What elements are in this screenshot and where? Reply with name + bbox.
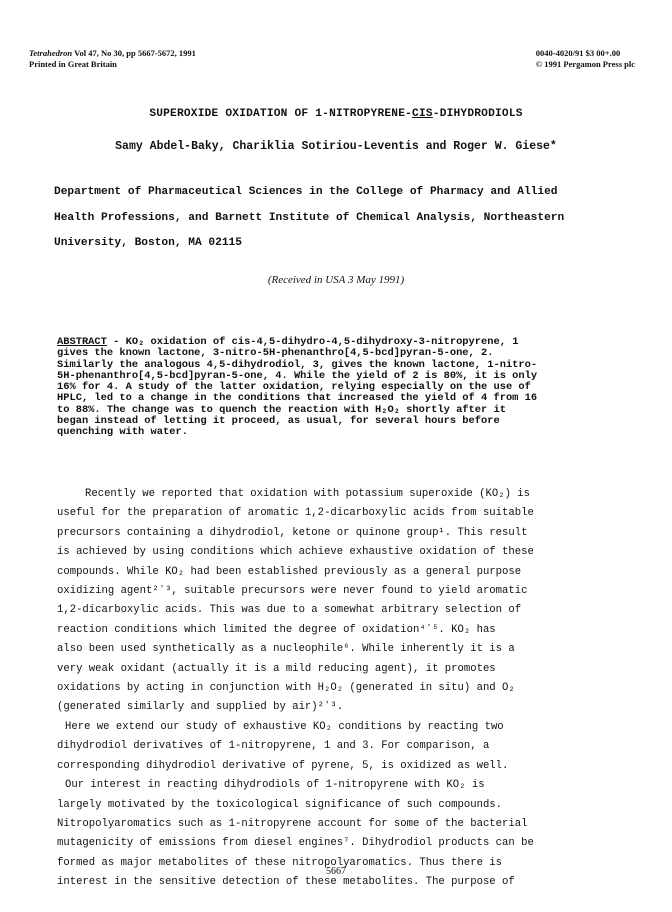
affiliation-line: University, Boston, MA 02115 [54, 237, 242, 249]
copyright: © 1991 Pergamon Press plc [535, 59, 635, 69]
journal-name: Tetrahedron [29, 48, 73, 58]
abstract-line: quenching with water. [57, 426, 188, 439]
body-line: also been used synthetically as a nucleophile⁶. While inherently it is a [57, 643, 515, 656]
affiliation-line: Health Professions, and Barnett Institute of Chemical Analysis, Northeastern [54, 211, 565, 224]
affiliation [54, 180, 644, 257]
body-line: oxidizing agent²ʼ³, suitable precursors were never found to yield aromatic [57, 585, 528, 598]
publisher-info [536, 48, 635, 70]
body-line: (generated similarly and supplied by air)²ʼ³. [57, 701, 344, 714]
body-line: interest in the sensitive detection of these metabolites. The purpose of [57, 876, 515, 889]
abstract-line: gives the known lactone, 3-nitro-5H-phenanthro[4,5-bcd]pyran-5-one, 2. [57, 347, 494, 360]
body-line: corresponding dihydrodiol derivative of pyrene, 5, is oxidized as well. [57, 759, 509, 772]
body-line: precursors containing a dihydrodiol, ketone or quinone group¹. This result [57, 526, 528, 539]
printed-location: Printed in Great Britain [29, 59, 117, 69]
body-line: formed as major metabolites of these nitropolyaromatics. Thus there is [57, 856, 503, 869]
abstract-first-line: - KO₂ oxidation of cis-4,5-dihydro-4,5-dihydroxy-3-nitropyrene, 1 [106, 336, 519, 348]
body-line: Nitropolyaromatics such as 1-nitropyrene account for some of the bacterial [57, 817, 528, 830]
body-line: is achieved by using conditions which achieve exhaustive oxidation of these [57, 546, 534, 559]
authors: Samy Abdel-Baky, Chariklia Sotiriou-Leventis and Roger W. Giese* [115, 140, 557, 153]
abstract-line: began instead of letting it proceed, as usual, for several hours before [57, 415, 500, 428]
body-line: dihydrodiol derivatives of 1-nitropyrene, 1 and 3. For comparison, a [57, 740, 490, 753]
body-line: reaction conditions which limited the degree of oxidation⁴ʼ⁵. KO₂ has [57, 623, 496, 636]
body-text [57, 485, 637, 893]
journal-volume: Vol 47, No 30, pp 5667-5672, 1991 [74, 48, 196, 58]
received-date: (Received in USA 3 May 1991) [267, 274, 405, 286]
body-line: oxidations by acting in conjunction with H₂O₂ (generated in situ) and O₂ [57, 682, 515, 695]
body-line: mutagenicity of emissions from diesel engines⁷. Dihydrodiol products can be [57, 837, 534, 850]
journal-citation [29, 48, 196, 70]
body-line: Recently we reported that oxidation with potassium superoxide (KO₂) is [85, 488, 531, 500]
body-line: Our interest in reacting dihydrodiols of 1-nitropyrene with KO₂ is [65, 779, 485, 792]
body-line: largely motivated by the toxicological significance of such compounds. [57, 798, 503, 811]
paper-title [0, 108, 672, 120]
body-line: very weak oxidant (actually it is a mild reducing agent), it promotes [57, 662, 496, 675]
title-part-2: -DIHYDRODIOLS [432, 108, 523, 120]
body-line: 1,2-dicarboxylic acids. This was due to a somewhat arbitrary selection of [57, 604, 522, 617]
abstract-line: 5H-phenanthro[4,5-bcd]pyran-5-one, 4. While the yield of 2 is 80%, it is only [57, 369, 538, 382]
title-cis: CIS [412, 108, 433, 120]
title-part-1: SUPEROXIDE OXIDATION OF 1-NITROPYRENE- [149, 108, 413, 120]
abstract-line: Similarly the analogous 4,5-dihydrodiol, 3, gives the known lactone, 1-nitro- [57, 358, 538, 371]
body-line: Here we extend our study of exhaustive KO₂ conditions by reacting two [65, 720, 504, 733]
body-line: compounds. While KO₂ had been established previously as a general purpose [57, 565, 522, 578]
body-line: useful for the preparation of aromatic 1,2-dicarboxylic acids from suitable [57, 507, 534, 520]
abstract [57, 337, 637, 439]
affiliation-line: Department of Pharmaceutical Sciences in the College of Pharmacy and Allied [54, 186, 558, 198]
abstract-label: ABSTRACT [57, 336, 107, 348]
page-number: 5667 [326, 866, 346, 877]
issn-price: 0040-4020/91 $3 00+.00 [535, 48, 621, 58]
abstract-line: to 88%. The change was to quench the reaction with H₂O₂ shortly after it [57, 403, 506, 416]
abstract-line: 16% for 4. A study of the latter oxidation, relying especially on the use of [57, 381, 531, 394]
abstract-line: HPLC, led to a change in the conditions that increased the yield of 4 from 16 [57, 392, 538, 405]
